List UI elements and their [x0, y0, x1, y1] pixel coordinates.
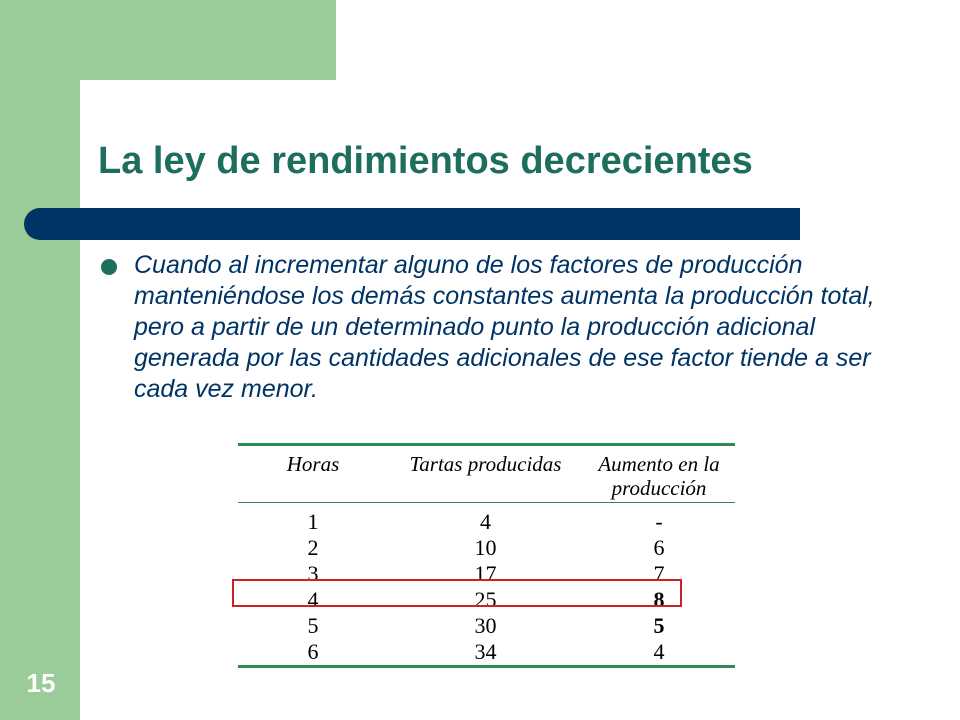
header-horas: Horas: [286, 452, 340, 476]
cell-aumento: 7: [653, 561, 665, 586]
cell-aumento: 5: [653, 613, 665, 638]
slide-title: La ley de rendimientos decrecientes: [98, 140, 753, 182]
cell-horas: 3: [307, 561, 319, 586]
title-underline-bar: [24, 208, 800, 240]
cell-horas: 4: [307, 587, 319, 612]
bullet-text: Cuando al incrementar alguno de los factores de producción manteniéndose los demás constantes aumenta la producción total, pero a partir de un determinado punto la producción adicional generada por las cantidades adicionales de ese factor tiende a ser cada vez menor.: [134, 251, 875, 403]
cell-tartas: 34: [474, 639, 497, 664]
cell-tartas: 17: [474, 561, 497, 586]
cell-horas: 6: [307, 639, 319, 664]
cell-horas: 1: [307, 509, 319, 534]
table-header-row: [238, 445, 735, 503]
slide-number: 15: [26, 668, 56, 698]
table-row-highlighted: [238, 587, 735, 613]
cell-tartas: 4: [480, 509, 491, 534]
header-tartas: Tartas producidas: [409, 452, 562, 476]
table-row: [238, 561, 735, 587]
cell-tartas: 10: [474, 535, 497, 560]
table-row: [238, 503, 735, 536]
cell-aumento: 4: [653, 639, 665, 664]
cell-aumento: 8: [653, 587, 665, 612]
table-row: [238, 613, 735, 639]
cell-aumento: 6: [653, 535, 665, 560]
cell-horas: 2: [307, 535, 319, 560]
cell-tartas: 30: [474, 613, 497, 638]
cell-tartas: 25: [474, 587, 497, 612]
side-green-band: [0, 0, 80, 720]
cell-horas: 5: [307, 613, 319, 638]
bullet-icon: [101, 259, 117, 275]
top-green-band: [0, 0, 336, 80]
header-aumento: Aumento en la producción: [598, 452, 720, 500]
table-row: [238, 639, 735, 667]
cell-aumento: -: [655, 509, 663, 534]
table-row: [238, 535, 735, 561]
production-table: [238, 443, 735, 668]
